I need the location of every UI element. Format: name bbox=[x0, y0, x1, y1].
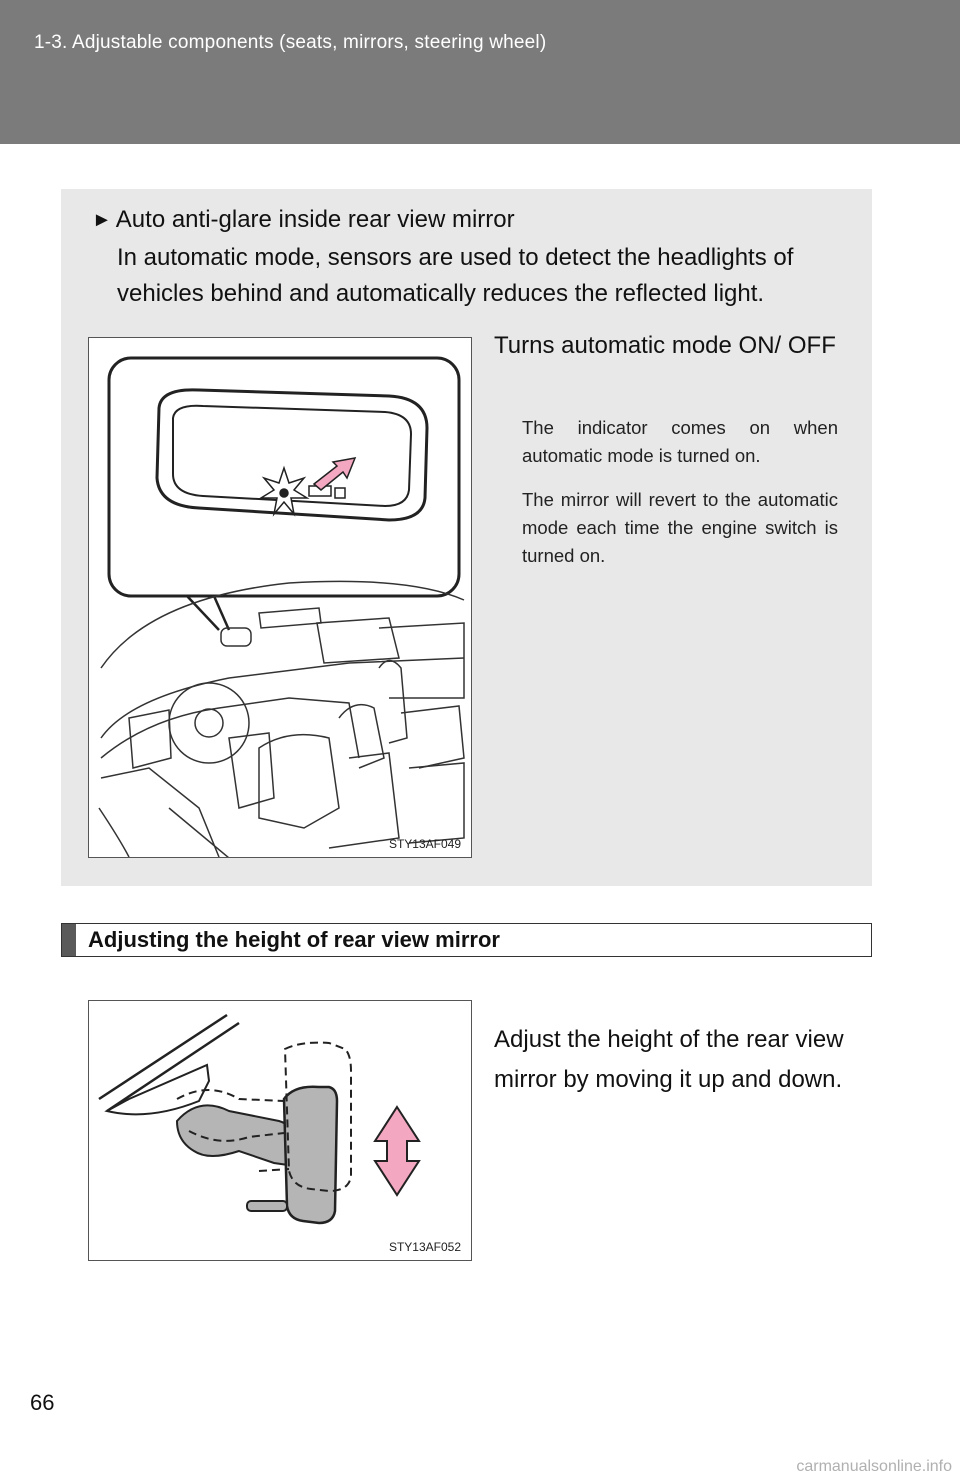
note-revert: The mirror will revert to the automatic mode each time the engine switch is turned on. bbox=[522, 489, 838, 566]
figure-code: STY13AF049 bbox=[388, 837, 461, 851]
up-down-arrow-icon bbox=[375, 1107, 419, 1195]
bullet-heading bbox=[92, 206, 515, 234]
intro-paragraph: In automatic mode, sensors are used to detect the headlights of vehicles behind and automatically reduces the reflected light. bbox=[117, 244, 794, 307]
note-indicator: The indicator comes on when automatic mode is turned on. bbox=[522, 417, 838, 466]
turns-mode-text: Turns automatic mode ON/ OFF bbox=[494, 332, 836, 359]
cabin-illustration bbox=[89, 338, 471, 857]
header-title: 1-3. Adjustable components (seats, mirrors, steering wheel) bbox=[34, 32, 547, 53]
watermark: carmanualsonline.info bbox=[796, 1458, 952, 1475]
mirror-height-figure bbox=[88, 1000, 472, 1261]
mirror-height-illustration bbox=[89, 1001, 471, 1260]
section-heading bbox=[61, 923, 872, 957]
bullet-arrow-icon: ► bbox=[92, 208, 112, 231]
adjust-paragraph: Adjust the height of the rear view mirror by moving it up and down. bbox=[494, 1026, 844, 1093]
figure-code: STY13AF052 bbox=[388, 1240, 461, 1254]
page-number: 66 bbox=[30, 1390, 55, 1415]
mirror-figure bbox=[88, 337, 472, 858]
page-header bbox=[0, 0, 960, 144]
section-title: Adjusting the height of rear view mirror bbox=[88, 927, 500, 952]
section-accent bbox=[62, 924, 76, 956]
bullet-title: Auto anti-glare inside rear view mirror bbox=[115, 206, 515, 233]
